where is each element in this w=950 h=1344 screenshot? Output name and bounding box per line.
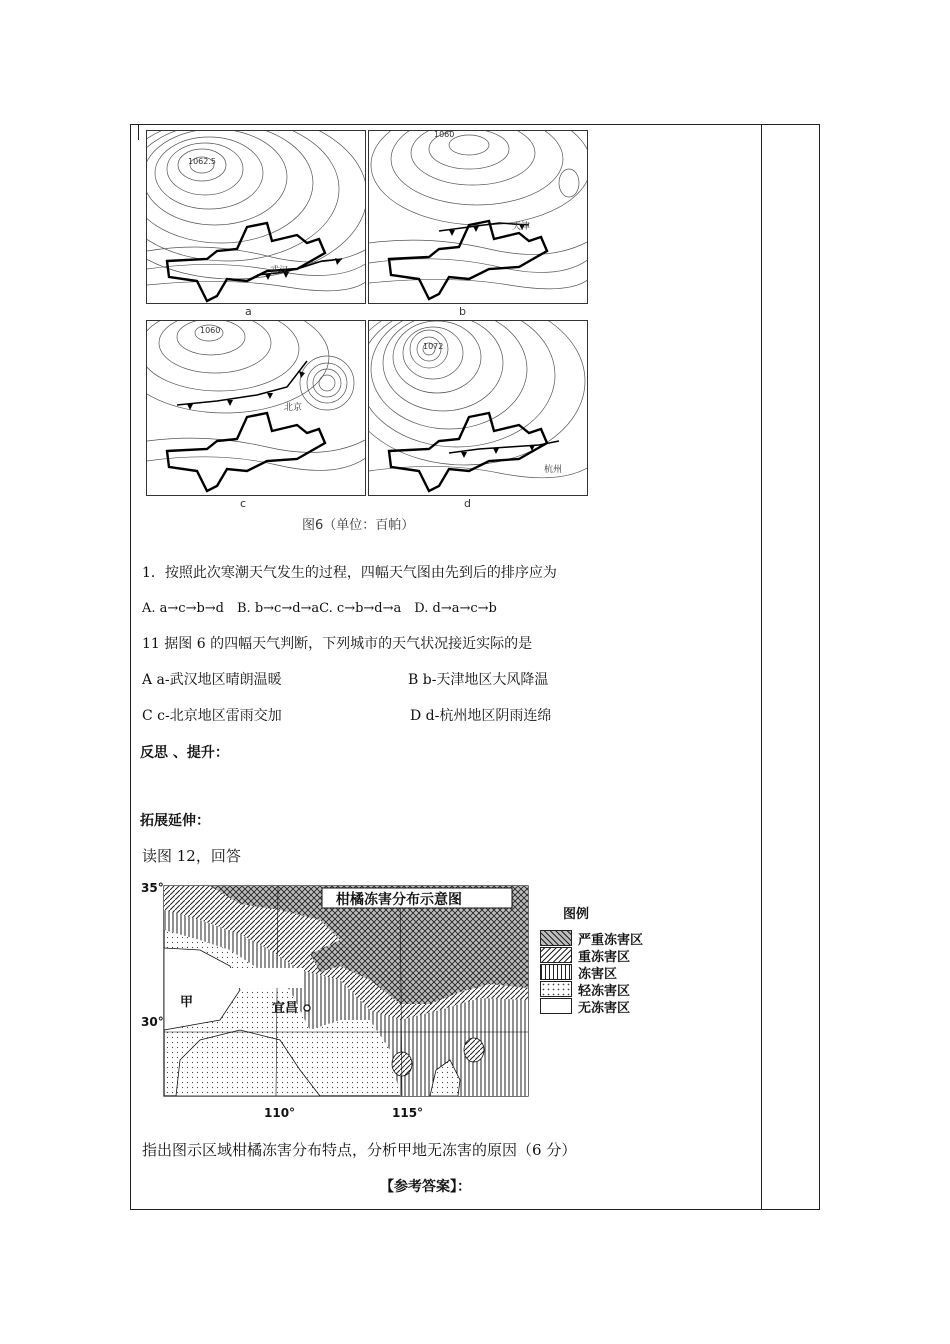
question-2-option-d: D d-杭州地区阴雨连绵: [410, 708, 552, 724]
city-label-wuhan: 武汉: [270, 266, 289, 276]
weather-map-b: [368, 130, 588, 304]
task-text: 指出图示区域柑橘冻害分布特点，分析甲地无冻害的原因（6 分）: [142, 1141, 577, 1159]
citrus-frost-map: [140, 880, 530, 1102]
legend-label-light: 轻冻害区: [578, 983, 631, 999]
weather-map-a: [146, 130, 366, 304]
legend-row-severe: [540, 930, 643, 946]
panel-letter-d: d: [464, 497, 471, 510]
lat-label-35: 35°: [141, 881, 164, 895]
place-yichang: 宜昌: [272, 1001, 299, 1016]
table-left-inner-line: [138, 124, 139, 140]
panel-letter-a: a: [245, 305, 252, 318]
legend-swatch-heavy: [540, 947, 572, 963]
legend-row-frost: [540, 964, 617, 980]
legend-label-none: 无冻害区: [578, 1000, 631, 1016]
legend-label-severe: 严重冻害区: [578, 932, 644, 948]
legend-swatch-severe: [540, 930, 572, 946]
legend-swatch-frost: [540, 964, 572, 980]
weather-map-c: [146, 320, 366, 496]
city-label-beijing: 北京: [284, 403, 303, 413]
panel-letter-c: c: [240, 497, 247, 510]
reflection-heading: 反思 、提升：: [140, 745, 229, 761]
map-title: 柑橘冻害分布示意图: [336, 892, 462, 908]
lon-label-110: 110°: [264, 1106, 296, 1120]
legend-label-heavy: 重冻害区: [578, 949, 631, 965]
city-label-tianjin: 天津: [512, 222, 531, 232]
answer-heading: 【参考答案】：: [380, 1179, 471, 1195]
extension-heading: 拓展延伸：: [140, 813, 210, 829]
legend-row-light: [540, 981, 630, 997]
question-2-option-c: C c-北京地区雷雨交加: [142, 708, 282, 724]
legend-row-none: [540, 998, 630, 1014]
table-column-divider: [761, 124, 762, 1210]
pressure-label-d: 1072: [423, 342, 444, 351]
legend-swatch-light: [540, 981, 572, 997]
panel-letter-b: b: [459, 305, 466, 318]
pressure-label-c: 1060: [200, 326, 221, 335]
extension-intro: 读图 12，回答: [142, 847, 241, 865]
legend-swatch-none: [540, 998, 572, 1014]
legend-row-heavy: [540, 947, 630, 963]
lon-label-115: 115°: [392, 1106, 424, 1120]
figure6-caption: 图6（单位：百帕）: [302, 518, 415, 533]
pressure-label-a: 1062.5: [188, 157, 216, 166]
place-jia: 甲: [180, 995, 194, 1010]
question-2-option-a: A a-武汉地区晴朗温暖: [142, 672, 282, 688]
question-1-options: A. a→c→b→d B. b→c→d→aC. c→b→d→a D. d→a→c→b: [142, 601, 497, 616]
city-label-hangzhou: 杭州: [544, 465, 563, 475]
pressure-label-b: 1060: [434, 130, 455, 139]
table-top-border: [130, 124, 820, 125]
question-2-option-b: B b-天津地区大风降温: [408, 672, 549, 688]
legend-label-frost: 冻害区: [578, 966, 618, 982]
lat-label-30: 30°: [141, 1015, 164, 1029]
question-2-stem: 11 据图 6 的四幅天气判断，下列城市的天气状况接近实际的是: [142, 636, 533, 652]
question-1-stem: 1．按照此次寒潮天气发生的过程，四幅天气图由先到后的排序应为: [142, 565, 557, 581]
legend-title: 图例: [563, 907, 590, 922]
